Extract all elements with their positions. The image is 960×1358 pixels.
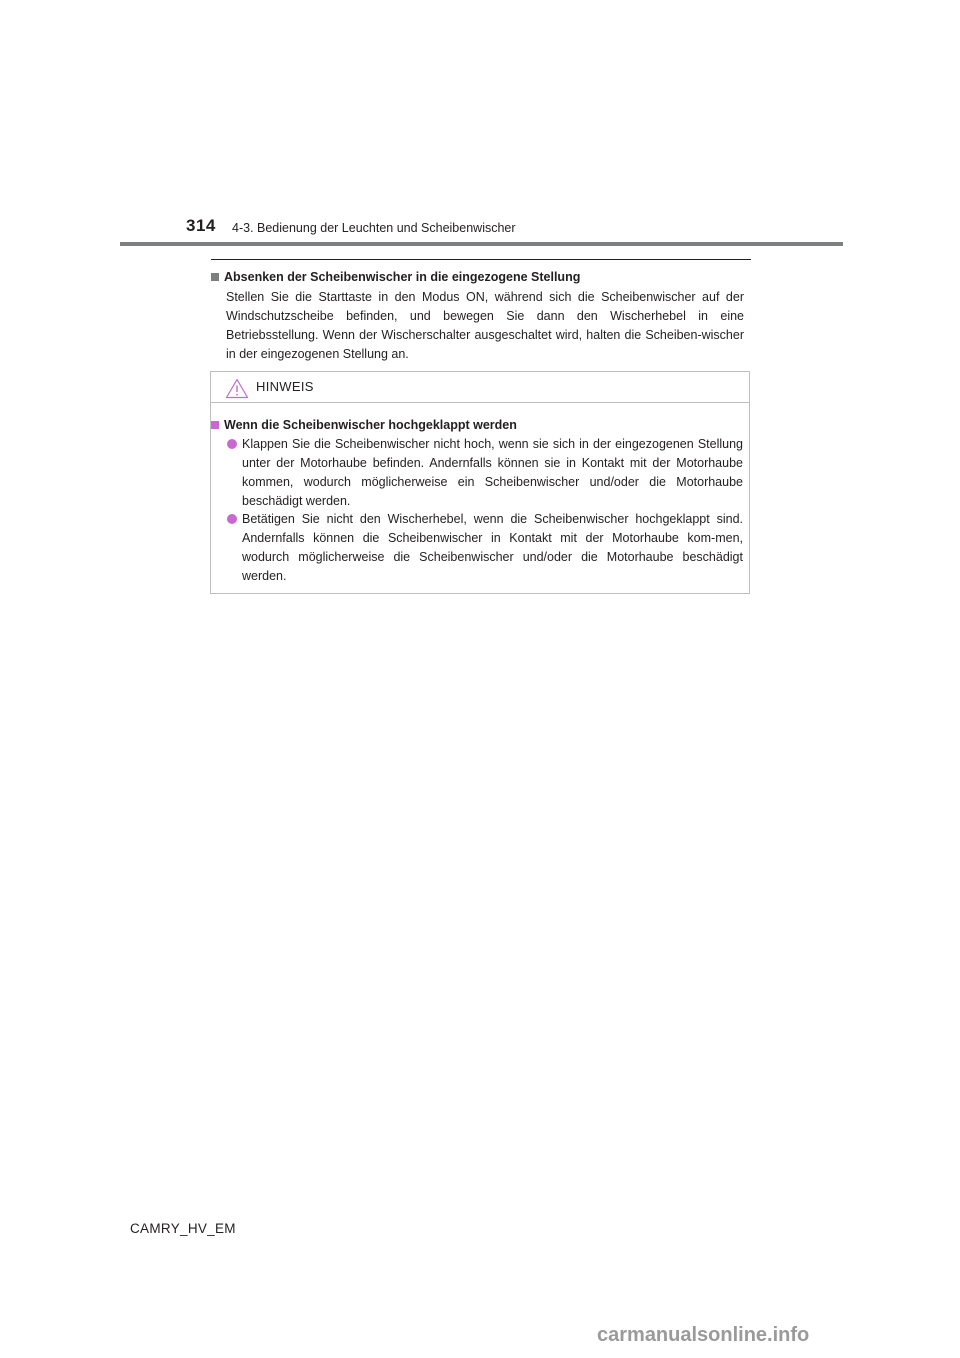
notice-label: HINWEIS	[256, 379, 314, 394]
notice-list-item	[227, 435, 743, 511]
notice-box	[210, 371, 750, 594]
notice-header	[211, 372, 749, 403]
header-rule	[120, 242, 843, 246]
notice-item-text: Betätigen Sie nicht den Wischerhebel, wenn die Scheibenwischer hochgeklappt sind. Andernfalls können die Scheibenwischer in Kontakt mit der Motorhaube kom-men, wodurch möglicherweise die Scheibenwischer und/oder die Motorhaube beschädigt werden.	[242, 512, 743, 583]
warning-triangle-icon	[225, 378, 249, 399]
section-heading-text: Absenken der Scheibenwischer in die eingezogene Stellung	[224, 270, 581, 284]
notice-item-text: Klappen Sie die Scheibenwischer nicht hoch, wenn sie sich in der eingezogenen Stellung unter der Motorhaube befinden. Andernfalls können sie in Kontakt mit der Motorhaube kommen, wodurch möglicherweise ein Scheibenwischer und/oder die Motorhaube beschädigt werden.	[242, 437, 743, 508]
page-number: 314	[186, 216, 216, 235]
notice-heading	[211, 416, 517, 434]
section-paragraph: Stellen Sie die Starttaste in den Modus ON, während sich die Scheibenwischer auf der Windschutzscheibe befinden, und bewegen Sie dann den Wischerhebel in eine Betriebsstellung. Wenn der Wischerschalter ausgeschaltet wird, halten die Scheiben-wischer in der eingezogenen Stellung an.	[226, 290, 744, 361]
notice-heading-text: Wenn die Scheibenwischer hochgeklappt werden	[224, 418, 517, 432]
document-code: CAMRY_HV_EM	[130, 1221, 236, 1236]
bullet-dot-icon	[227, 514, 237, 524]
square-bullet-icon	[211, 273, 219, 281]
bullet-dot-icon	[227, 439, 237, 449]
section-heading	[211, 268, 751, 286]
content-divider	[211, 259, 751, 260]
square-bullet-icon	[211, 421, 219, 429]
watermark: carmanualsonline.info	[597, 1324, 810, 1346]
notice-list-item	[227, 510, 743, 586]
section-title: 4-3. Bedienung der Leuchten und Scheibenwischer	[232, 221, 516, 235]
